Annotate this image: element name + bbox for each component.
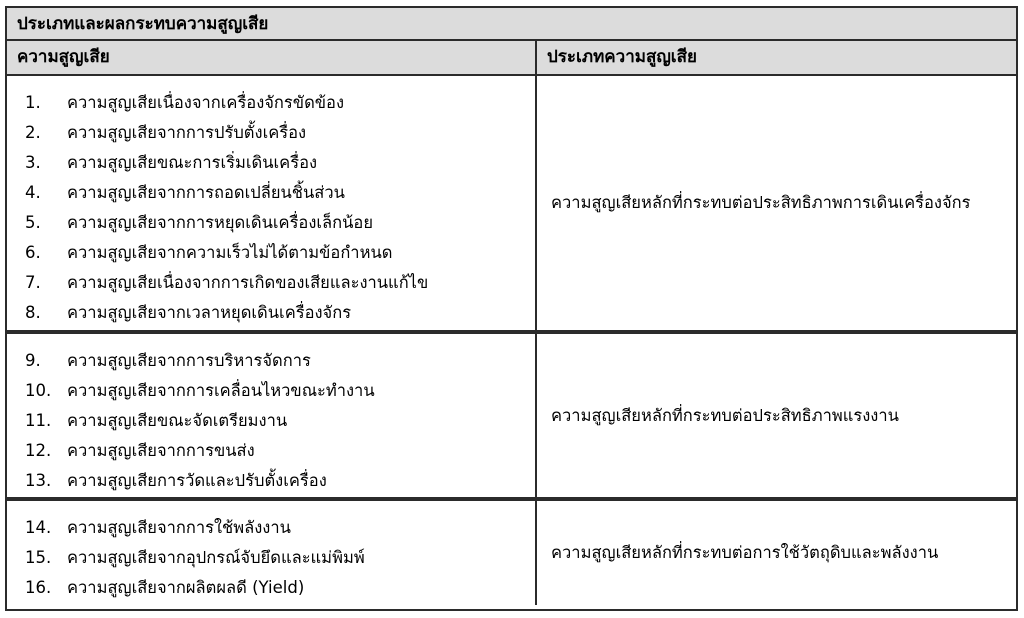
list-item [7, 436, 535, 466]
item-number: 16. [25, 578, 52, 597]
item-number: 2. [25, 123, 41, 142]
table-row-group-1 [7, 76, 1016, 334]
list-item [7, 178, 535, 208]
item-number: 12. [25, 441, 52, 460]
list-item [7, 513, 535, 543]
item-text: ความสูญเสียการวัดและปรับตั้งเครื่อง [67, 471, 327, 490]
item-number: 5. [25, 213, 41, 232]
item-number: 6. [25, 243, 41, 262]
list-item [7, 238, 535, 268]
item-text: ความสูญเสียจากความเร็วไม่ได้ตามข้อกำหนด [67, 243, 393, 262]
item-number: 9. [25, 351, 41, 370]
item-number: 13. [25, 471, 52, 490]
loss-type-cell [537, 501, 1016, 605]
item-number: 4. [25, 183, 41, 202]
loss-type-text: ความสูญเสียหลักที่กระทบต่อประสิทธิภาพแรงงาน [551, 405, 899, 425]
loss-list [7, 334, 535, 496]
loss-type-cell [537, 76, 1016, 330]
item-number: 14. [25, 518, 52, 537]
item-text: ความสูญเสียจากการขนส่ง [67, 441, 255, 460]
loss-list-cell [7, 76, 537, 330]
item-number: 8. [25, 303, 41, 322]
header-loss: ความสูญเสีย [7, 41, 537, 74]
list-item [7, 298, 535, 328]
list-item [7, 466, 535, 496]
item-text: ความสูญเสียเนื่องจากการเกิดของเสียและงานแก้ไข [67, 273, 429, 292]
loss-list-cell [7, 501, 537, 605]
table-title: ประเภทและผลกระทบความสูญเสีย [7, 8, 1016, 41]
table-header-row [7, 41, 1016, 76]
loss-list [7, 501, 535, 603]
item-text: ความสูญเสียจากการหยุดเดินเครื่องเล็กน้อย [67, 213, 373, 232]
item-text: ความสูญเสียจากการใช้พลังงาน [67, 518, 291, 537]
item-text: ความสูญเสียจากการบริหารจัดการ [67, 351, 311, 370]
list-item [7, 268, 535, 298]
item-number: 10. [25, 381, 52, 400]
list-item [7, 118, 535, 148]
item-text: ความสูญเสียเนื่องจากเครื่องจักรขัดข้อง [67, 93, 345, 112]
item-number: 15. [25, 548, 52, 567]
item-text: ความสูญเสียขณะจัดเตรียมงาน [67, 411, 288, 430]
list-item [7, 406, 535, 436]
list-item [7, 573, 535, 603]
item-number: 1. [25, 93, 41, 112]
item-text: ความสูญเสียจากอุปกรณ์จับยึดและแม่พิมพ์ [67, 548, 365, 567]
item-number: 3. [25, 153, 41, 172]
item-text: ความสูญเสียจากการถอดเปลี่ยนชิ้นส่วน [67, 183, 345, 202]
list-item [7, 208, 535, 238]
list-item [7, 346, 535, 376]
list-item [7, 148, 535, 178]
list-item [7, 376, 535, 406]
loss-type-text: ความสูญเสียหลักที่กระทบต่อประสิทธิภาพการเดินเครื่องจักร [551, 193, 971, 212]
loss-list-cell [7, 334, 537, 497]
item-text: ความสูญเสียจากการเคลื่อนไหวขณะทำงาน [67, 381, 375, 400]
item-number: 11. [25, 411, 52, 430]
header-loss-type: ประเภทความสูญเสีย [547, 47, 697, 67]
item-text: ความสูญเสียจากการปรับตั้งเครื่อง [67, 123, 307, 142]
item-text: ความสูญเสียขณะการเริ่มเดินเครื่อง [67, 153, 318, 172]
list-item [7, 543, 535, 573]
loss-list [7, 76, 535, 328]
table-row-group-2 [7, 334, 1016, 501]
loss-table [5, 6, 1018, 611]
list-item [7, 88, 535, 118]
table-row-group-3 [7, 501, 1016, 605]
item-number: 7. [25, 273, 41, 292]
loss-type-text: ความสูญเสียหลักที่กระทบต่อการใช้วัตถุดิบและพลังงาน [551, 543, 939, 562]
item-text: ความสูญเสียจากผลิตผลดี (Yield) [67, 578, 305, 597]
item-text: ความสูญเสียจากเวลาหยุดเดินเครื่องจักร [67, 303, 352, 322]
loss-type-cell [537, 334, 1016, 497]
